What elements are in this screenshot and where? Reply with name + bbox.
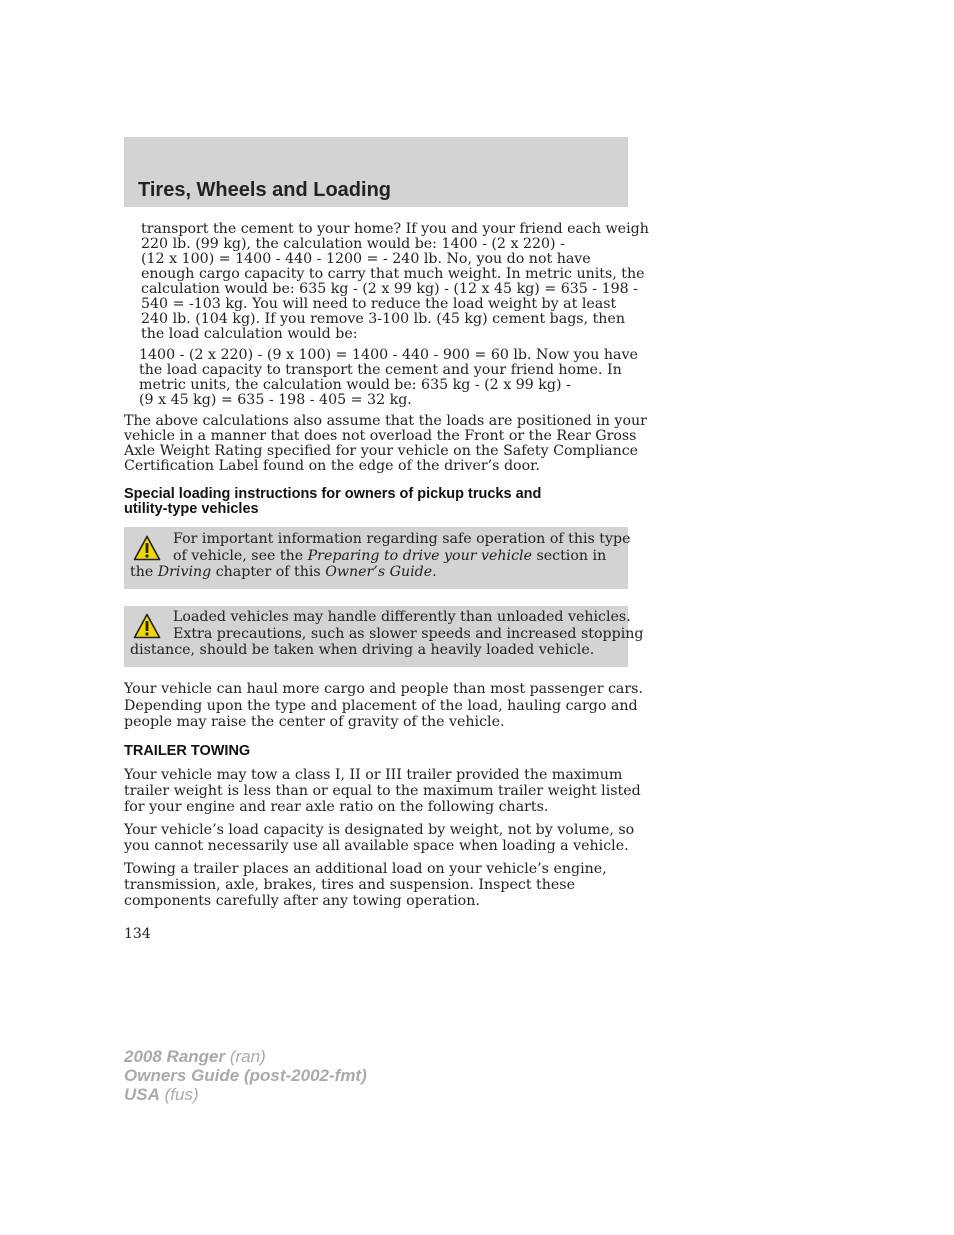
text-line: (9 x 45 kg) = 635 - 198 - 405 = 32 kg. [139, 392, 412, 408]
text-line: the load calculation would be: [141, 326, 358, 342]
trailer-paragraph-2 [124, 822, 635, 855]
text-line: you cannot necessarily use all available space when loading a vehicle. [124, 838, 629, 855]
text-line: Depending upon the type and placement of the load, hauling cargo and [124, 697, 638, 714]
text-run: . [432, 564, 437, 580]
footer-code: (fus) [159, 1085, 199, 1104]
text-line: vehicle in a manner that does not overload the Front or the Rear Gross [124, 428, 637, 444]
text-run: chapter of this [211, 564, 326, 580]
cross-reference-chapter: Driving [157, 564, 212, 580]
intro-paragraph-1 [141, 221, 649, 342]
calculation-note-paragraph [124, 413, 647, 474]
text-line: people may raise the center of gravity of the vehicle. [124, 714, 505, 730]
text-line: calculation would be: 635 kg - (2 x 99 kg) - (12 x 45 kg) = 635 - 198 - [141, 281, 638, 297]
chapter-title: Tires, Wheels and Loading [138, 179, 392, 201]
text-line: 1400 - (2 x 220) - (9 x 100) = 1400 - 440 - 900 = 60 lb. Now you have [139, 347, 638, 363]
chapter-header-band [124, 137, 628, 207]
text-line: components carefully after any towing operation. [124, 893, 480, 910]
warning-line: distance, should be taken when driving a heavily loaded vehicle. [130, 642, 595, 658]
text-line: transmission, axle, brakes, tires and suspension. Inspect these [124, 877, 575, 894]
cross-reference-section: Preparing to drive your vehicle [307, 547, 532, 564]
footer-market: USA [124, 1085, 160, 1104]
warning-line: Loaded vehicles may handle differently than unloaded vehicles. [173, 609, 631, 625]
trailer-paragraph-3 [124, 861, 628, 910]
text-line: 220 lb. (99 kg), the calculation would be: 1400 - (2 x 220) - [141, 236, 565, 252]
text-line: Towing a trailer places an additional load on your vehicle’s engine, [124, 861, 607, 877]
text-line: Axle Weight Rating specified for your vehicle on the Safety Compliance [124, 443, 639, 459]
warning-line [130, 548, 631, 565]
text-line: the load capacity to transport the cement and your friend home. In [139, 362, 622, 378]
warning-line [130, 564, 631, 581]
trailer-paragraph-1 [124, 767, 641, 816]
heading-line: Special loading instructions for owners of pickup trucks and [124, 486, 542, 502]
guide-title: Owner’s Guide [325, 564, 433, 580]
warning-text [130, 531, 631, 581]
footer-code: (ran) [225, 1047, 266, 1066]
warning-box-safe-operation [124, 527, 631, 589]
page-number: 134 [124, 926, 151, 942]
heading-line: utility-type vehicles [124, 501, 259, 517]
text-run: of vehicle, see the [173, 547, 308, 564]
text-line: metric units, the calculation would be: 635 kg - (2 x 99 kg) - [139, 377, 571, 393]
footer-line: Owners Guide (post-2002-fmt) [124, 1066, 367, 1085]
footer-line [124, 1085, 367, 1104]
warning-line: For important information regarding safe operation of this type [173, 531, 631, 547]
text-line: 240 lb. (104 kg). If you remove 3-100 lb. (45 kg) cement bags, then [141, 311, 625, 327]
intro-paragraph-2 [139, 347, 638, 408]
text-line: Your vehicle may tow a class I, II or III trailer provided the maximum [124, 767, 623, 783]
warning-text [130, 609, 643, 659]
text-line: transport the cement to your home? If you and your friend each weigh [141, 221, 649, 237]
text-run: the [130, 564, 158, 580]
cargo-paragraph [124, 681, 643, 731]
text-line: trailer weight is less than or equal to the maximum trailer weight listed [124, 783, 641, 800]
footer-model: 2008 Ranger [124, 1047, 226, 1066]
special-loading-heading [124, 487, 628, 517]
text-run: section in [531, 547, 607, 564]
trailer-towing-heading: TRAILER TOWING [124, 743, 251, 759]
text-line: Your vehicle’s load capacity is designated by weight, not by volume, so [124, 822, 635, 838]
text-line: (12 x 100) = 1400 - 440 - 1200 = - 240 lb. No, you do not have [141, 251, 591, 267]
warning-line: Extra precautions, such as slower speeds and increased stopping [173, 625, 644, 642]
text-line: enough cargo capacity to carry that much weight. In metric units, the [141, 266, 645, 282]
document-footer [124, 1047, 367, 1104]
footer-line [124, 1047, 367, 1066]
text-line: Your vehicle can haul more cargo and people than most passenger cars. [124, 681, 643, 697]
text-line: 540 = -103 kg. You will need to reduce the load weight by at least [141, 296, 617, 312]
text-line: Certification Label found on the edge of the driver’s door. [124, 458, 540, 474]
text-line: for your engine and rear axle ratio on the following charts. [124, 799, 549, 816]
text-line: The above calculations also assume that the loads are positioned in your [124, 413, 647, 429]
warning-box-loaded-vehicles [124, 606, 644, 667]
